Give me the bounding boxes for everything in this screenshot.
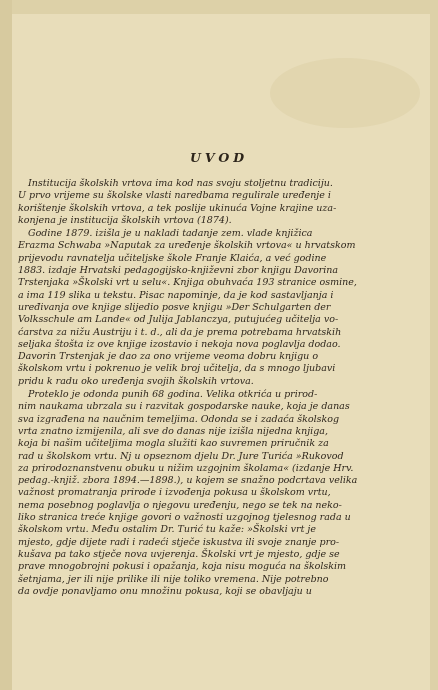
text-line: Godine 1879. izišla je u nakladi tadanje zem. vlade knjižica bbox=[28, 228, 313, 240]
text-line: nema posebnog poglavlja o njegovu uređenju, nego se tek na neko- bbox=[18, 499, 342, 511]
text-line: da ovdje ponavljamo onu množinu pokusa, koji se obavljaju u bbox=[18, 585, 312, 597]
text-line: korištenje školskih vrtova, a tek poslije ukinuća Vojne krajine uza- bbox=[18, 202, 337, 214]
text-line: ćarstva za nižu Austriju i t. d., ali da je prema potrebama hrvatskih bbox=[18, 326, 342, 338]
text-line: rad u školskom vrtu. Nj u opseznom djelu Dr. Jure Turića »Rukovod bbox=[18, 450, 344, 462]
page-top-edge bbox=[0, 0, 438, 14]
text-line: nim naukama ubrzala su i razvitak gospodarske nauke, koja je danas bbox=[18, 401, 350, 413]
text-line: seljaka štošta iz ove knjige izostavio i nekoja nova poglavlja dodao. bbox=[18, 338, 341, 350]
chapter-heading: UVOD bbox=[189, 150, 249, 165]
text-line: važnost promatranja prirode i izvođenja pokusa u školskom vrtu, bbox=[18, 487, 331, 499]
text-line: 1883. izdaje Hrvatski pedagogijsko-književni zbor knjigu Davorina bbox=[18, 265, 339, 277]
text-line: Institucija školskih vrtova ima kod nas svoju stoljetnu tradiciju. bbox=[28, 178, 333, 189]
text-line: školskom vrtu. Među ostalim Dr. Turić tu kaže: »Školski vrt je bbox=[18, 524, 316, 536]
text-line: koja bi našim učiteljima mogla služiti kao suvremen priručnik za bbox=[18, 438, 329, 450]
text-line: pridu k radu oko uređenja svojih školskih vrtova. bbox=[18, 375, 254, 387]
text-line: kušava pa tako stječe nova uvjerenja. Školski vrt je mjesto, gdje se bbox=[18, 548, 340, 560]
text-line: Volksschule am Lande« od Julija Jablanczya, putujućeg učitelja vo- bbox=[18, 314, 339, 326]
text-line: U prvo vrijeme su školske vlasti naredbama regulirale uređenje i bbox=[18, 190, 331, 202]
body-text bbox=[0, 178, 438, 598]
text-line: školskom vrtu i pokrenuo je velik broj učitelja, da s mnogo ljubavi bbox=[18, 363, 336, 375]
text-line: prave mnogobrojni pokusi i opažanja, koja nisu moguća na školskim bbox=[18, 561, 347, 573]
text-line: sva izgrađena na naučnim temeljima. Odonda se i zadaća školskog bbox=[18, 413, 340, 425]
text-line: a ima 119 slika u tekstu. Pisac napominje, da je kod sastavljanja i bbox=[18, 289, 334, 301]
text-line: uređivanja ove knjige slijedio posve knjigu »Der Schulgarten der bbox=[18, 301, 331, 313]
text-line: pedag.-knjiž. zbora 1894.—1898.), u kojem se snažno podcrtava velika bbox=[18, 475, 358, 487]
text-line: prijevodu ravnatelja učiteljske škole Franje Klaića, a već godine bbox=[18, 252, 327, 264]
text-line: konjena je institucija školskih vrtova (1874). bbox=[18, 214, 232, 226]
paper-stain bbox=[270, 58, 420, 128]
text-line: vrta znatno izmijenila, ali sve do danas nije izišla nijedna knjiga, bbox=[18, 425, 328, 437]
text-line: za prirodoznanstvenu obuku u nižim uzgojnim školama« (izdanje Hrv. bbox=[18, 462, 354, 474]
text-line: Erazma Schwaba »Naputak za uređenje školskih vrtova« u hrvatskom bbox=[18, 240, 356, 252]
text-line: Davorin Trstenjak je dao za ono vrijeme veoma dobru knjigu o bbox=[18, 351, 319, 363]
text-line: mjesto, gdje dijete radi i radeći stječe iskustva ili svoje znanje pro- bbox=[18, 536, 340, 548]
text-line: liko stranica treće knjige govori o važnosti uzgojnog tjelesnog rada u bbox=[18, 512, 351, 524]
text-line: Proteklo je odonda punih 68 godina. Velika otkrića u prirod- bbox=[28, 389, 318, 401]
text-line: Trstenjaka »Školski vrt u selu«. Knjiga obuhvaća 193 stranice osmine, bbox=[18, 277, 357, 289]
text-line: šetnjama, jer ili nije prilike ili nije toliko vremena. Nije potrebno bbox=[18, 573, 329, 585]
